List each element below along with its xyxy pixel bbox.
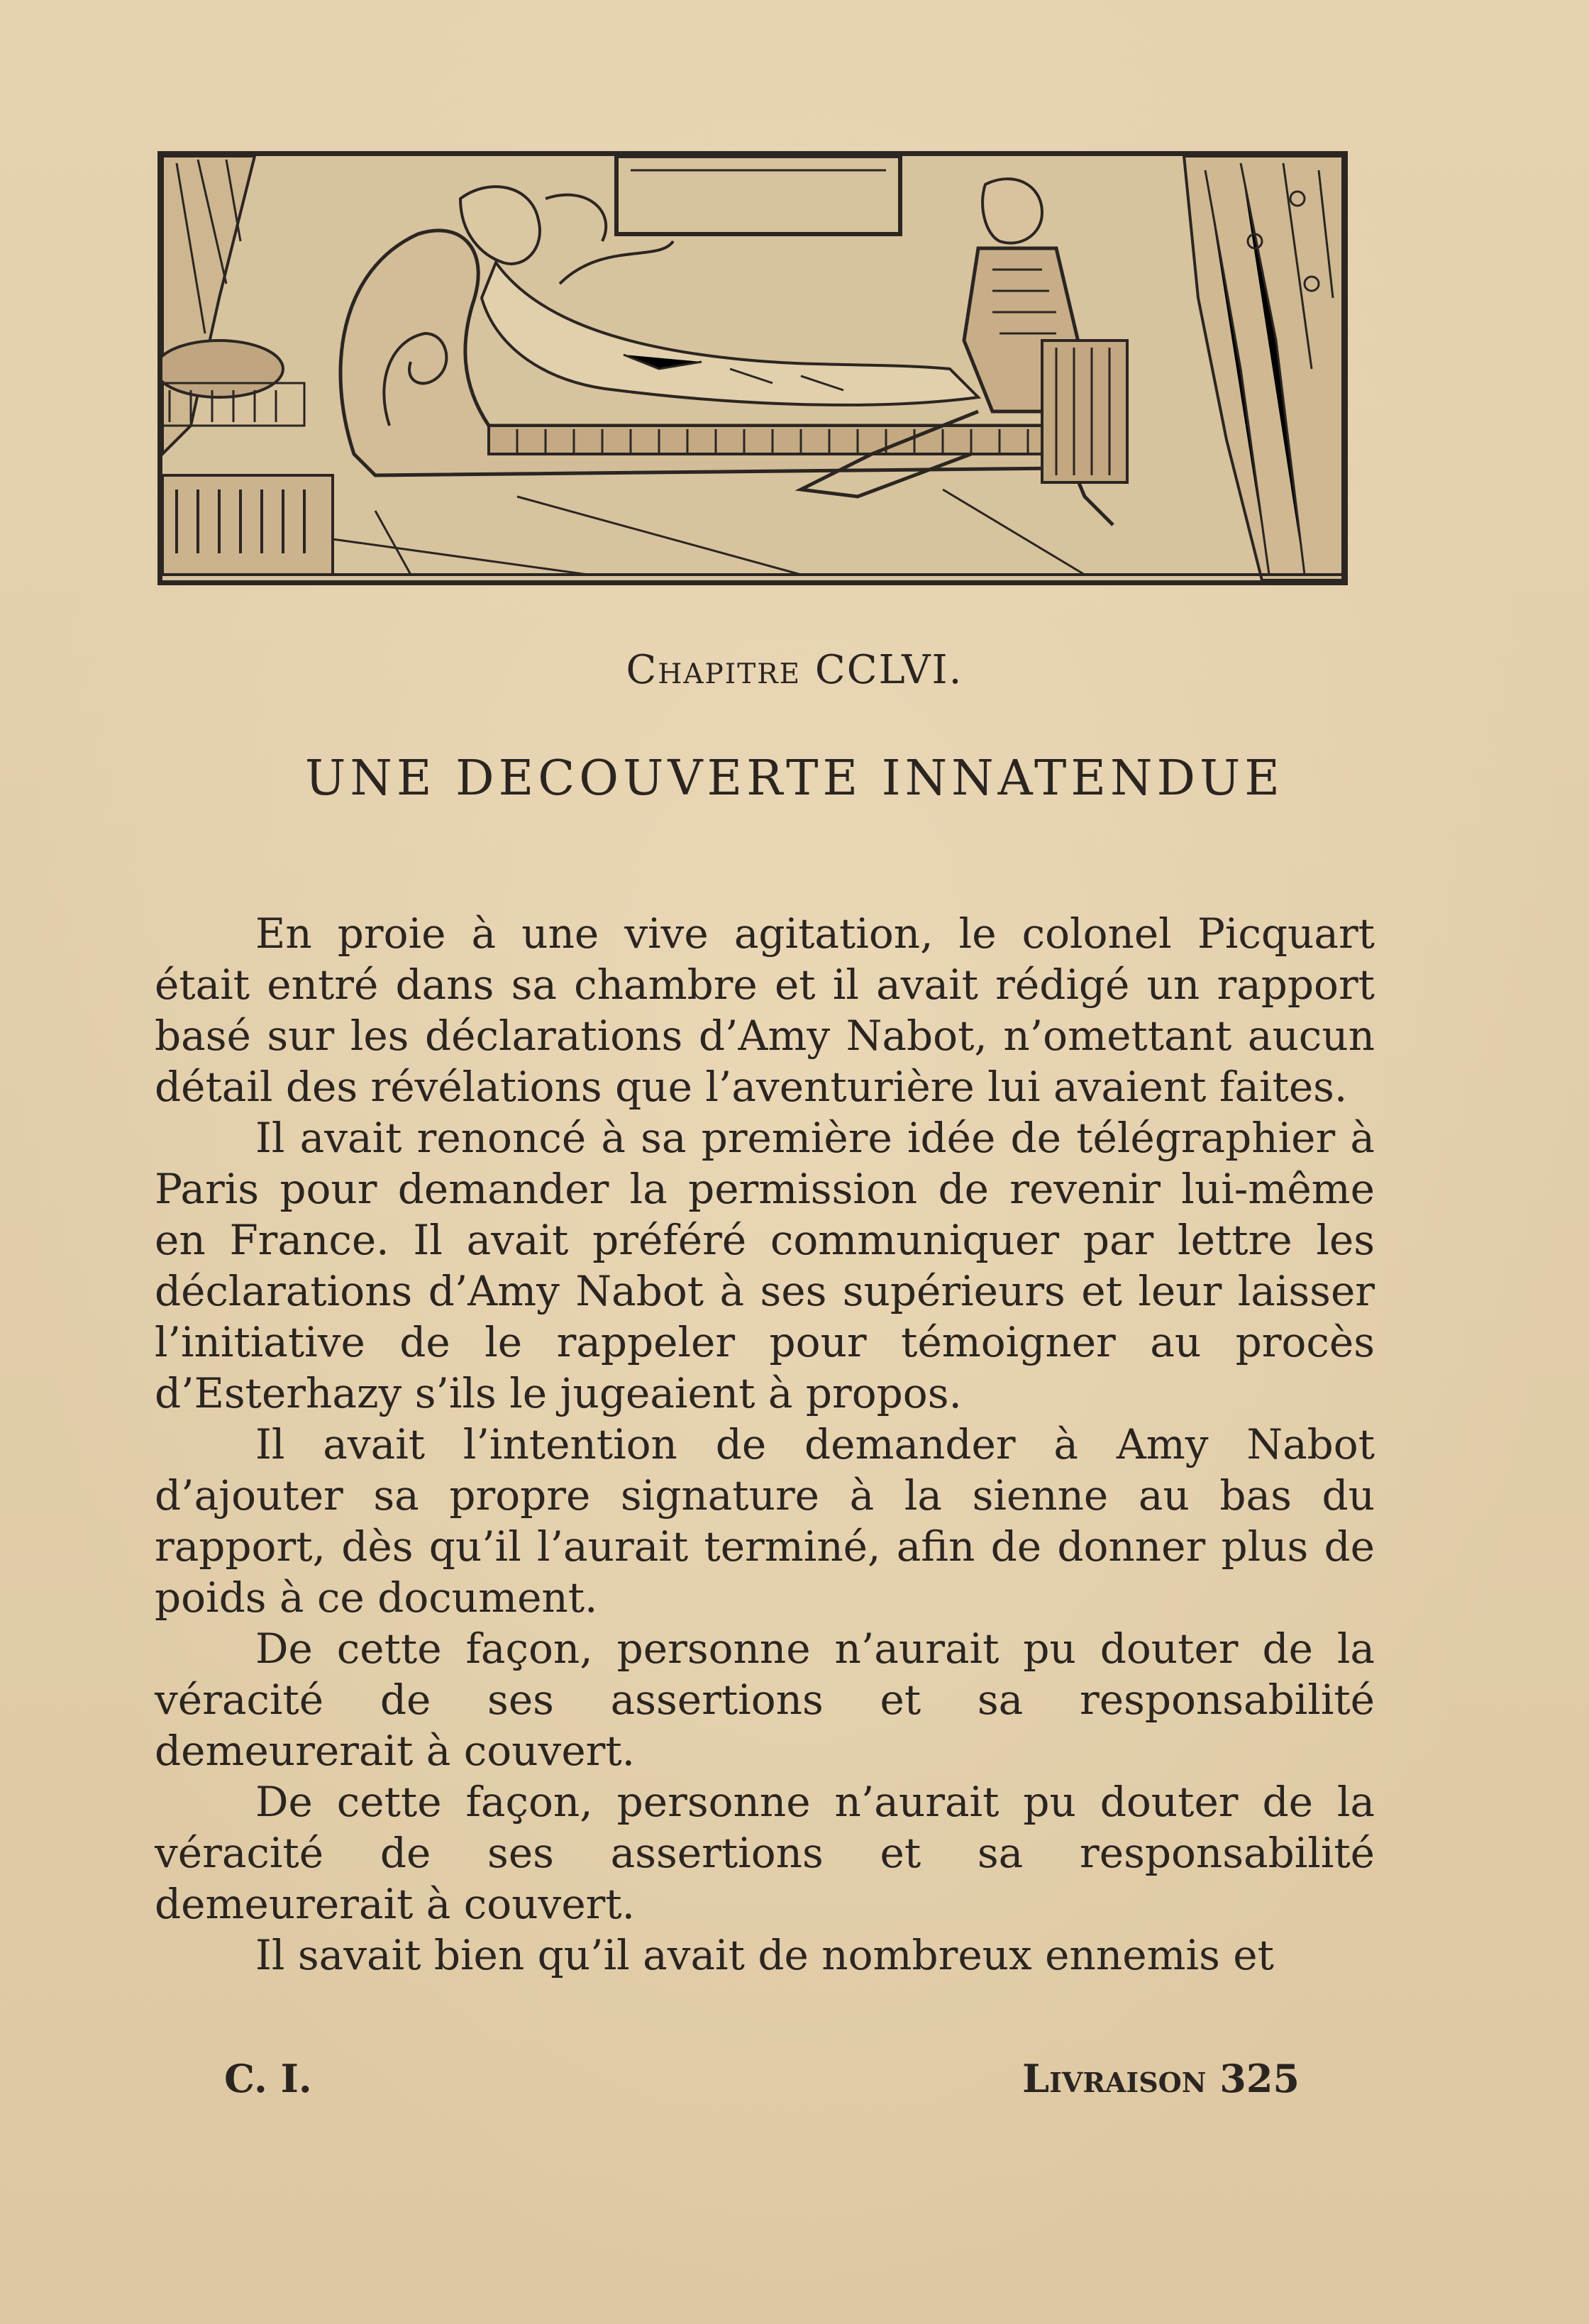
footer-signature-mark: C. I. xyxy=(224,2056,312,2101)
engraving-illustration xyxy=(157,151,1348,585)
chapter-heading: Chapitre CCLVI. xyxy=(626,647,963,693)
body-text xyxy=(155,908,1375,1981)
paragraph: Il savait bien qu’il avait de nombreux ennemis et xyxy=(255,1931,1274,1979)
paragraph: En proie à une vive agitation, le colonel Picquart était entré dans sa chambre et il avait rédigé un rapport basé sur les déclarations d’Amy Nabot, n’omettant aucun détail des révélations que l’aventurière lui avaient faites. xyxy=(155,909,1375,1111)
footer-livraison: Livraison 325 xyxy=(1022,2056,1300,2101)
paragraph: De cette façon, personne n’aurait pu douter de la véracité de ses assertions et sa responsabilité demeurerait à couvert. xyxy=(155,1625,1375,1775)
paragraph: Il avait renoncé à sa première idée de télégraphier à Paris pour demander la permission de revenir lui-même en France. Il avait préféré communiquer par lettre les déclarations d’Amy Nabot à ses supérieurs et leur laisser l’initiative de le rappeler pour témoigner au procès d’Esterhazy s’ils le jugeaient à propos. xyxy=(155,1114,1375,1417)
chapter-title: UNE DECOUVERTE INNATENDUE xyxy=(305,751,1284,807)
paragraph: Il avait l’intention de demander à Amy Nabot d’ajouter sa propre signature à la sienne au bas du rapport, dès qu’il l’aurait terminé, afin de donner plus de poids à ce document. xyxy=(155,1420,1375,1622)
paragraph: De cette façon, personne n’aurait pu douter de la véracité de ses assertions et sa responsabilité demeurerait à couvert. xyxy=(155,1778,1375,1928)
